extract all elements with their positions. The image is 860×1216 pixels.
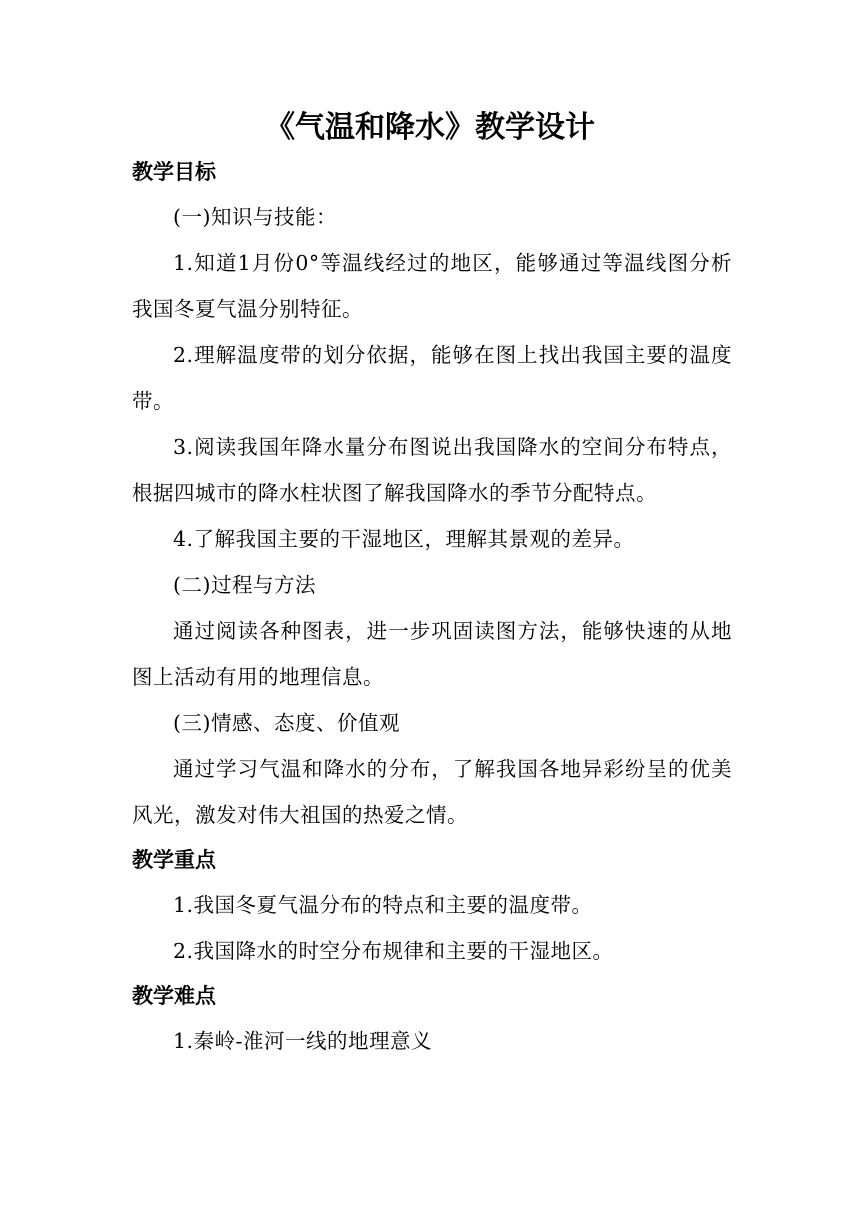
subheading-process-methods: (二)过程与方法 [173,573,316,597]
objective-item: 1.知道1月份0°等温线经过的地区，能够通过等温线图分析我国冬夏气温分别特征。 [132,251,732,321]
objective-item: 3.阅读我国年降水量分布图说出我国降水的空间分布特点，根据四城市的降水柱状图了解我国降水的季节分配特点。 [132,435,732,505]
process-paragraph: 通过阅读各种图表，进一步巩固读图方法，能够快速的从地图上活动有用的地理信息。 [132,619,732,689]
document-body [132,150,732,1064]
subheading-emotion-values: (三)情感、态度、价值观 [173,711,400,735]
section-heading-difficulties: 教学难点 [132,984,216,1008]
key-point-item: 1.我国冬夏气温分布的特点和主要的温度带。 [173,893,593,917]
subheading-knowledge-skills: (一)知识与技能： [173,205,337,229]
key-point-item: 2.我国降水的时空分布规律和主要的干湿地区。 [173,939,614,963]
section-heading-key-points: 教学重点 [132,848,216,872]
objective-item: 2.理解温度带的划分依据，能够在图上找出我国主要的温度带。 [132,343,732,413]
emotion-paragraph: 通过学习气温和降水的分布，了解我国各地异彩纷呈的优美风光，激发对伟大祖国的热爱之情。 [132,757,732,827]
section-heading-objectives: 教学目标 [132,160,216,184]
difficulty-item: 1.秦岭-淮河一线的地理意义 [173,1029,432,1053]
document-title: 《气温和降水》教学设计 [265,110,595,145]
objective-item: 4.了解我国主要的干湿地区，理解其景观的差异。 [173,527,635,551]
